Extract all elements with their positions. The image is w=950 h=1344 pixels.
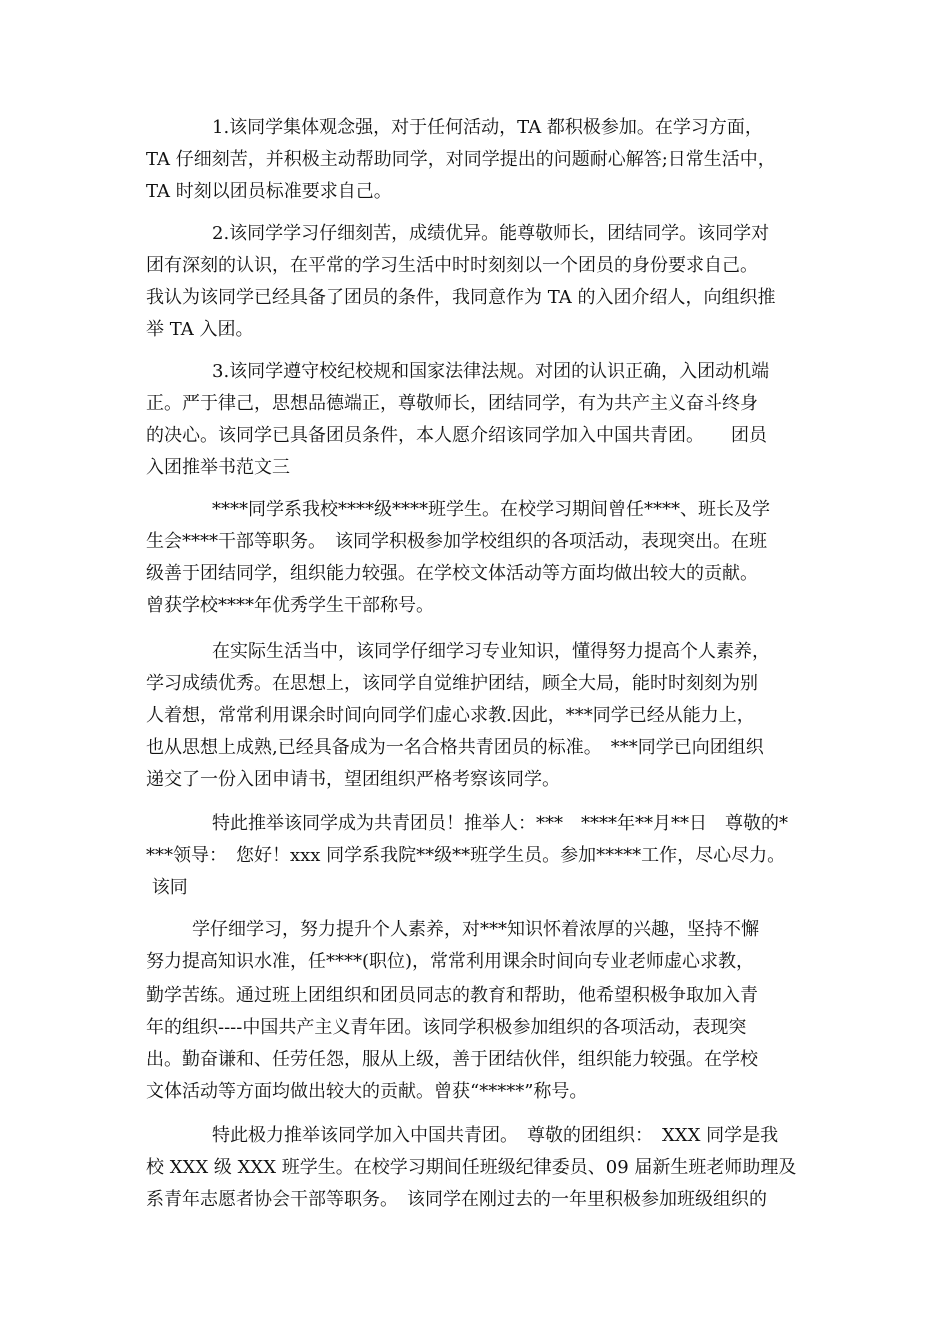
text-line: ***领导： 您好！xxx 同学系我院**级**班学生员。参加*****工作，尽心尽力。 bbox=[146, 845, 786, 866]
text-line: 也从思想上成熟,已经具备成为一名合格共青团员的标准。 ***同学已向团组织 bbox=[146, 737, 764, 758]
text-line: 入团推举书范文三 bbox=[146, 457, 290, 478]
text-line: 系青年志愿者协会干部等职务。 该同学在刚过去的一年里积极参加班级组织的 bbox=[146, 1189, 767, 1210]
text-line: TA 仔细刻苦，并积极主动帮助同学，对同学提出的问题耐心解答;日常生活中， bbox=[146, 149, 776, 170]
text-line: 出。勤奋谦和、任劳任怨，服从上级，善于团结伙伴，组织能力较强。在学校 bbox=[146, 1049, 758, 1070]
text-line: 勤学苦练。通过班上团组织和团员同志的教育和帮助，他希望积极争取加入青 bbox=[146, 985, 758, 1006]
text-line: 特此极力推举该同学加入中国共青团。 尊敬的团组织： XXX 同学是我 bbox=[212, 1125, 779, 1146]
text-line: 该同 bbox=[146, 877, 188, 898]
text-line: 校 XXX 级 XXX 班学生。在校学习期间任班级纪律委员、09 届新生班老师助理及 bbox=[146, 1157, 797, 1178]
text-line: 1.该同学集体观念强，对于任何活动，TA 都积极参加。在学习方面， bbox=[212, 117, 763, 138]
text-line: 人着想，常常利用课余时间向同学们虚心求教.因此，***同学已经从能力上， bbox=[146, 705, 755, 726]
text-line: 生会****干部等职务。 该同学积极参加学校组织的各项活动，表现突出。在班 bbox=[146, 531, 767, 552]
text-line: 3.该同学遵守校纪校规和国家法律法规。对团的认识正确，入团动机端 bbox=[212, 361, 770, 382]
text-line: 特此推举该同学成为共青团员！推举人：*** ****年**月**日 尊敬的* bbox=[212, 813, 788, 834]
text-line: 努力提高知识水准，任****(职位)，常常利用课余时间向专业老师虚心求教， bbox=[146, 951, 755, 972]
text-line: 2.该同学学习仔细刻苦，成绩优异。能尊敬师长，团结同学。该同学对 bbox=[212, 223, 770, 244]
text-line: 递交了一份入团申请书，望团组织严格考察该同学。 bbox=[146, 769, 560, 790]
text-line: 学仔细学习，努力提升个人素养，对***知识怀着浓厚的兴趣，坚持不懈 bbox=[192, 919, 759, 940]
text-line: 级善于团结同学，组织能力较强。在学校文体活动等方面均做出较大的贡献。 bbox=[146, 563, 758, 584]
text-line: 正。严于律己，思想品德端正，尊敬师长，团结同学，有为共产主义奋斗终身 bbox=[146, 393, 758, 414]
text-line: 文体活动等方面均做出较大的贡献。曾获“*****”称号。 bbox=[146, 1081, 588, 1102]
text-line: ****同学系我校****级****班学生。在校学习期间曾任****、班长及学 bbox=[212, 499, 770, 520]
text-line: 团有深刻的认识，在平常的学习生活中时时刻刻以一个团员的身份要求自己。 bbox=[146, 255, 758, 276]
text-line: 在实际生活当中，该同学仔细学习专业知识，懂得努力提高个人素养， bbox=[212, 641, 770, 662]
text-line: 我认为该同学已经具备了团员的条件，我同意作为 TA 的入团介绍人，向组织推 bbox=[146, 287, 776, 308]
text-line: 的决心。该同学已具备团员条件，本人愿介绍该同学加入中国共青团。 团员 bbox=[146, 425, 767, 446]
text-line: 曾获学校****年优秀学生干部称号。 bbox=[146, 595, 434, 616]
text-line: 年的组织----中国共产主义青年团。该同学积极参加组织的各项活动，表现突 bbox=[146, 1017, 747, 1038]
text-line: 举 TA 入团。 bbox=[146, 319, 254, 340]
text-line: 学习成绩优秀。在思想上，该同学自觉维护团结，顾全大局，能时时刻刻为别 bbox=[146, 673, 758, 694]
text-line: TA 时刻以团员标准要求自己。 bbox=[146, 181, 392, 202]
